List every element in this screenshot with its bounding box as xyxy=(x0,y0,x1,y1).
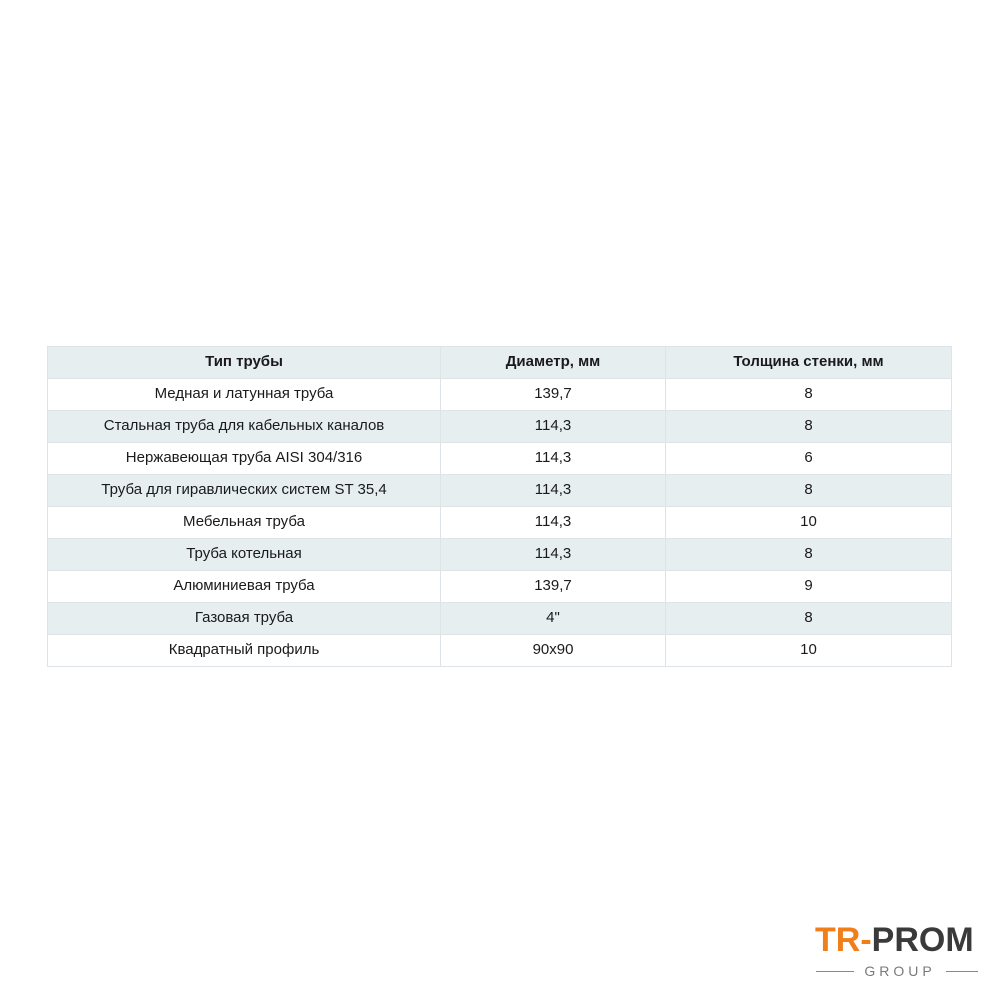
cell-diameter: 114,3 xyxy=(441,411,666,443)
cell-wall-thickness: 6 xyxy=(666,443,952,475)
table-row xyxy=(48,539,952,571)
cell-pipe-type: Квадратный профиль xyxy=(48,635,441,667)
logo-prom-text: PROM xyxy=(871,921,974,959)
cell-pipe-type: Нержавеющая труба AISI 304/316 xyxy=(48,443,441,475)
cell-pipe-type: Медная и латунная труба xyxy=(48,379,441,411)
cell-diameter: 114,3 xyxy=(441,539,666,571)
cell-pipe-type: Труба котельная xyxy=(48,539,441,571)
logo-divider-left xyxy=(816,971,854,972)
table-row xyxy=(48,411,952,443)
logo-divider-right xyxy=(946,971,978,972)
header-wall-thickness: Толщина стенки, мм xyxy=(666,347,952,379)
header-pipe-type: Тип трубы xyxy=(48,347,441,379)
cell-wall-thickness: 10 xyxy=(666,507,952,539)
cell-wall-thickness: 10 xyxy=(666,635,952,667)
table-row xyxy=(48,507,952,539)
cell-pipe-type: Газовая труба xyxy=(48,603,441,635)
cell-wall-thickness: 8 xyxy=(666,475,952,507)
table-header-row xyxy=(48,347,952,379)
cell-pipe-type: Мебельная труба xyxy=(48,507,441,539)
logo-wordmark xyxy=(815,922,974,958)
cell-diameter: 114,3 xyxy=(441,507,666,539)
header-diameter: Диаметр, мм xyxy=(441,347,666,379)
pipe-specs-table xyxy=(47,346,952,667)
cell-pipe-type: Стальная труба для кабельных каналов xyxy=(48,411,441,443)
table-row xyxy=(48,635,952,667)
table-row xyxy=(48,379,952,411)
cell-wall-thickness: 8 xyxy=(666,539,952,571)
cell-diameter: 139,7 xyxy=(441,571,666,603)
tr-prom-logo xyxy=(812,922,982,982)
cell-diameter: 4" xyxy=(441,603,666,635)
cell-wall-thickness: 8 xyxy=(666,603,952,635)
table-row xyxy=(48,571,952,603)
table-row xyxy=(48,443,952,475)
cell-pipe-type: Алюминиевая труба xyxy=(48,571,441,603)
cell-pipe-type: Труба для гиравлических систем ST 35,4 xyxy=(48,475,441,507)
table-row xyxy=(48,475,952,507)
cell-wall-thickness: 9 xyxy=(666,571,952,603)
cell-wall-thickness: 8 xyxy=(666,379,952,411)
cell-diameter: 139,7 xyxy=(441,379,666,411)
logo-dash-text: - xyxy=(860,921,872,959)
cell-diameter: 114,3 xyxy=(441,443,666,475)
table-row xyxy=(48,603,952,635)
cell-diameter: 114,3 xyxy=(441,475,666,507)
cell-diameter: 90x90 xyxy=(441,635,666,667)
logo-tr-text: TR xyxy=(815,921,861,959)
cell-wall-thickness: 8 xyxy=(666,411,952,443)
logo-subtitle: GROUP xyxy=(864,963,936,979)
